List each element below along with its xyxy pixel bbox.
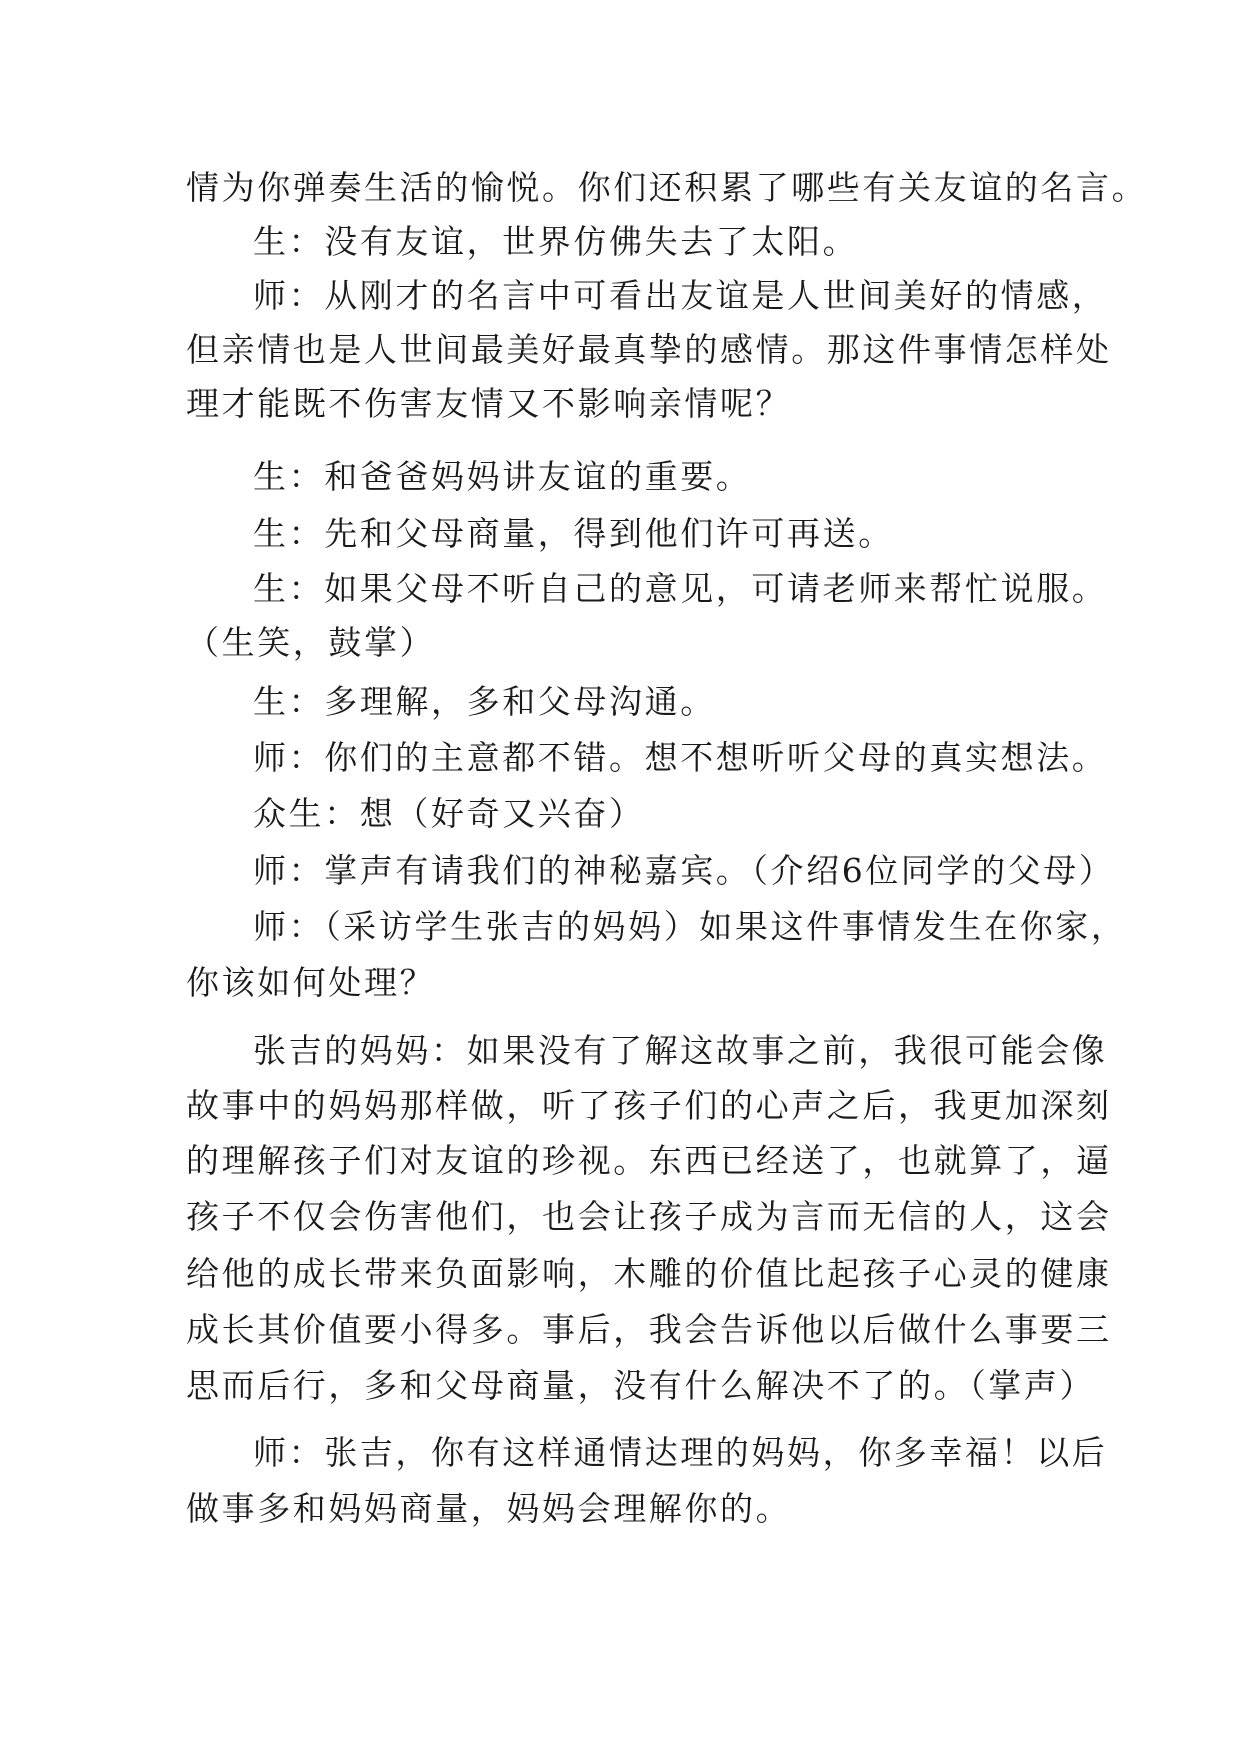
text-line-4: 但亲情也是人世间最美好最真挚的感情。那这件事情怎样处 [186,330,1112,369]
text-line-7: 生：先和父母商量，得到他们许可再送。 [253,514,894,553]
text-line-2: 生：没有友谊，世界仿佛失去了太阳。 [253,222,859,261]
text-line-16: 张吉的妈妈：如果没有了解这故事之前，我很可能会像 [253,1031,1108,1070]
text-line-23: 师：张吉，你有这样通情达理的妈妈，你多幸福！以后 [253,1433,1108,1472]
text-line-9: （生笑，鼓掌） [186,623,436,662]
text-line-14: 师：（采访学生张吉的妈妈）如果这件事情发生在你家， [253,907,1127,946]
text-line-3: 师：从刚才的名言中可看出友谊是人世间美好的情感， [253,276,1108,315]
text-line-5: 理才能既不伤害友情又不影响亲情呢？ [186,384,792,423]
text-line-20: 给他的成长带来负面影响，木雕的价值比起孩子心灵的健康 [186,1254,1112,1293]
text-line-18: 的理解孩子们对友谊的珍视。东西已经送了，也就算了，逼 [186,1141,1112,1180]
text-line-11: 师：你们的主意都不错。想不想听听父母的真实想法。 [253,738,1108,777]
text-line-15: 你该如何处理？ [186,963,436,1002]
text-line-19: 孩子不仅会伤害他们，也会让孩子成为言而无信的人，这会 [186,1197,1112,1236]
text-line-12: 众生：想（好奇又兴奋） [253,794,645,833]
text-line-8: 生：如果父母不听自己的意见，可请老师来帮忙说服。 [253,569,1108,608]
text-line-22: 思而后行，多和父母商量，没有什么解决不了的。（掌声） [186,1366,1096,1405]
text-line-17: 故事中的妈妈那样做，听了孩子们的心声之后，我更加深刻 [186,1086,1112,1125]
text-line-6: 生：和爸爸妈妈讲友谊的重要。 [253,457,752,496]
text-line-24: 做事多和妈妈商量，妈妈会理解你的。 [186,1489,792,1528]
text-line-10: 生：多理解，多和父母沟通。 [253,682,716,721]
text-line-13: 师：掌声有请我们的神秘嘉宾。（介绍6位同学的父母） [253,851,1115,890]
text-line-1: 情为你弹奏生活的愉悦。你们还积累了哪些有关友谊的名言。 [186,168,1148,207]
text-line-21: 成长其价值要小得多。事后，我会告诉他以后做什么事要三 [186,1310,1112,1349]
